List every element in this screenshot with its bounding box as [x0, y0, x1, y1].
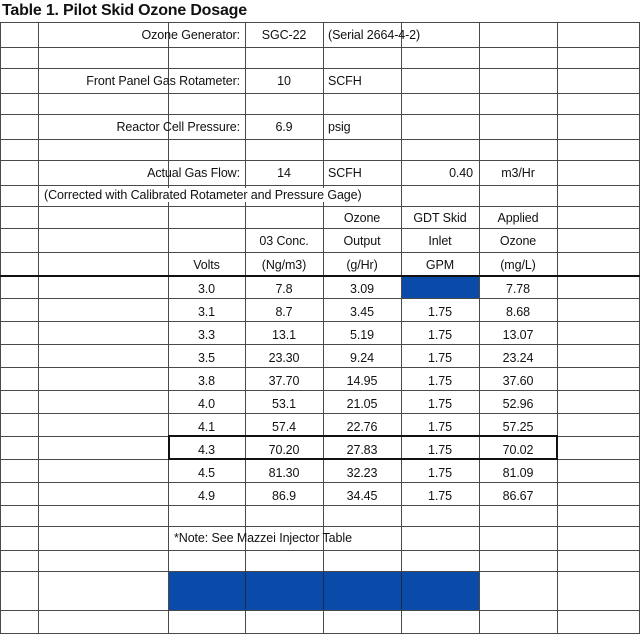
applied-ozone-header-1: Applied [497, 211, 539, 225]
table-cell-gpm: 1.75 [428, 351, 452, 365]
table-cell-output: 27.83 [346, 443, 378, 457]
table-cell-volts: 4.9 [197, 489, 216, 503]
table-cell-conc: 81.30 [268, 466, 300, 480]
grid-hline [0, 298, 640, 299]
table-cell-gpm: 1.75 [428, 443, 452, 457]
table-cell-gpm: 1.75 [428, 489, 452, 503]
table-cell-conc: 86.9 [272, 489, 296, 503]
table-cell-conc: 53.1 [272, 397, 296, 411]
table-cell-gpm: 1.75 [428, 466, 452, 480]
grid-hline [0, 252, 640, 253]
table-cell-output: 3.09 [350, 282, 374, 296]
ozone-generator-label: Ozone Generator: [141, 28, 240, 42]
grid-hline [0, 482, 640, 483]
reactor-pressure-unit: psig [328, 120, 351, 134]
table-cell-applied: 52.96 [502, 397, 534, 411]
table-cell-conc: 57.4 [272, 420, 296, 434]
o3-conc-header-1: 03 Conc. [259, 234, 309, 248]
o3-conc-header-2: (Ng/m3) [261, 258, 307, 272]
table-cell-gpm: 1.75 [428, 374, 452, 388]
table-cell-output: 9.24 [350, 351, 374, 365]
grid-hline [0, 610, 640, 611]
ozone-generator-serial: (Serial 2664-4-2) [328, 28, 421, 42]
table-cell-volts: 4.0 [197, 397, 216, 411]
table-cell-conc: 23.30 [268, 351, 300, 365]
grid-hline [0, 413, 640, 414]
table-cell-volts: 3.8 [197, 374, 216, 388]
applied-ozone-header-3: (mg/L) [500, 258, 536, 272]
volts-header: Volts [193, 258, 220, 272]
front-panel-value: 10 [277, 74, 291, 88]
table-cell-output: 22.76 [346, 420, 378, 434]
table-cell-applied: 86.67 [502, 489, 534, 503]
blue-highlight-cell [402, 277, 479, 298]
table-cell-volts: 3.0 [197, 282, 216, 296]
table-cell-applied: 81.09 [502, 466, 534, 480]
ozone-dosage-table [0, 22, 640, 634]
grid-hline [0, 367, 640, 368]
grid-hline [0, 206, 640, 207]
actual-gas-flow-label: Actual Gas Flow: [147, 166, 240, 180]
ozone-generator-model: SGC-22 [261, 28, 307, 42]
table-cell-gpm: 1.75 [428, 328, 452, 342]
applied-ozone-header-2: Ozone [499, 234, 537, 248]
table-cell-applied: 7.78 [506, 282, 530, 296]
footnote: *Note: See Mazzei Injector Table [174, 531, 352, 545]
table-cell-conc: 7.8 [275, 282, 293, 296]
correction-note: (Corrected with Calibrated Rotameter and Pressure Gage) [44, 188, 362, 202]
front-panel-label: Front Panel Gas Rotameter: [86, 74, 240, 88]
grid-hline [0, 550, 640, 551]
grid-hline [0, 114, 640, 115]
table-cell-applied: 8.68 [506, 305, 530, 319]
grid-hline [0, 93, 640, 94]
actual-gas-flow-unit: SCFH [328, 166, 362, 180]
gdt-skid-header-3: GPM [425, 258, 455, 272]
grid-hline [0, 47, 640, 48]
table-cell-volts: 3.3 [197, 328, 216, 342]
grid-hline [0, 321, 640, 322]
grid-hline [0, 505, 640, 506]
table-cell-output: 32.23 [346, 466, 378, 480]
grid-hline [0, 344, 640, 345]
table-cell-conc: 8.7 [275, 305, 293, 319]
table-cell-applied: 37.60 [502, 374, 534, 388]
table-cell-gpm: 1.75 [428, 420, 452, 434]
table-cell-gpm: 1.75 [428, 397, 452, 411]
table-cell-output: 5.19 [350, 328, 374, 342]
table-cell-volts: 3.1 [197, 305, 216, 319]
grid-hline [0, 22, 640, 23]
table-cell-applied: 70.02 [502, 443, 534, 457]
table-cell-gpm: 1.75 [428, 305, 452, 319]
grid-hline [0, 275, 640, 277]
table-cell-volts: 4.3 [197, 443, 216, 457]
table-cell-volts: 3.5 [197, 351, 216, 365]
table-title: Table 1. Pilot Skid Ozone Dosage [2, 2, 247, 19]
grid-hline [0, 68, 640, 69]
footer-band-divider [401, 572, 402, 610]
table-cell-output: 21.05 [346, 397, 378, 411]
grid-hline [0, 160, 640, 161]
table-cell-conc: 13.1 [272, 328, 296, 342]
ozone-output-header-2: Output [343, 234, 381, 248]
table-cell-applied: 13.07 [502, 328, 534, 342]
table-cell-applied: 57.25 [502, 420, 534, 434]
table-cell-output: 3.45 [350, 305, 374, 319]
actual-gas-flow-value2: 0.40 [449, 166, 473, 180]
table-cell-conc: 37.70 [268, 374, 300, 388]
table-cell-output: 14.95 [346, 374, 378, 388]
grid-hline [0, 185, 640, 186]
table-cell-output: 34.45 [346, 489, 378, 503]
table-cell-applied: 23.24 [502, 351, 534, 365]
grid-hline [0, 390, 640, 391]
actual-gas-flow-unit2: m3/Hr [501, 166, 535, 180]
ozone-output-header-1: Ozone [343, 211, 381, 225]
reactor-pressure-value: 6.9 [275, 120, 293, 134]
table-cell-volts: 4.1 [197, 420, 216, 434]
gdt-skid-header-2: Inlet [428, 234, 452, 248]
ozone-output-header-3: (g/Hr) [346, 258, 378, 272]
grid-hline [0, 526, 640, 527]
reactor-pressure-label: Reactor Cell Pressure: [116, 120, 240, 134]
footer-band-divider [323, 572, 324, 610]
gdt-skid-header-1: GDT Skid [413, 211, 467, 225]
footer-band-divider [245, 572, 246, 610]
table-cell-volts: 4.5 [197, 466, 216, 480]
actual-gas-flow-value: 14 [277, 166, 291, 180]
front-panel-unit: SCFH [328, 74, 362, 88]
grid-hline [0, 139, 640, 140]
table-cell-conc: 70.20 [268, 443, 300, 457]
blue-footer-band [169, 572, 479, 610]
grid-hline [0, 228, 640, 229]
